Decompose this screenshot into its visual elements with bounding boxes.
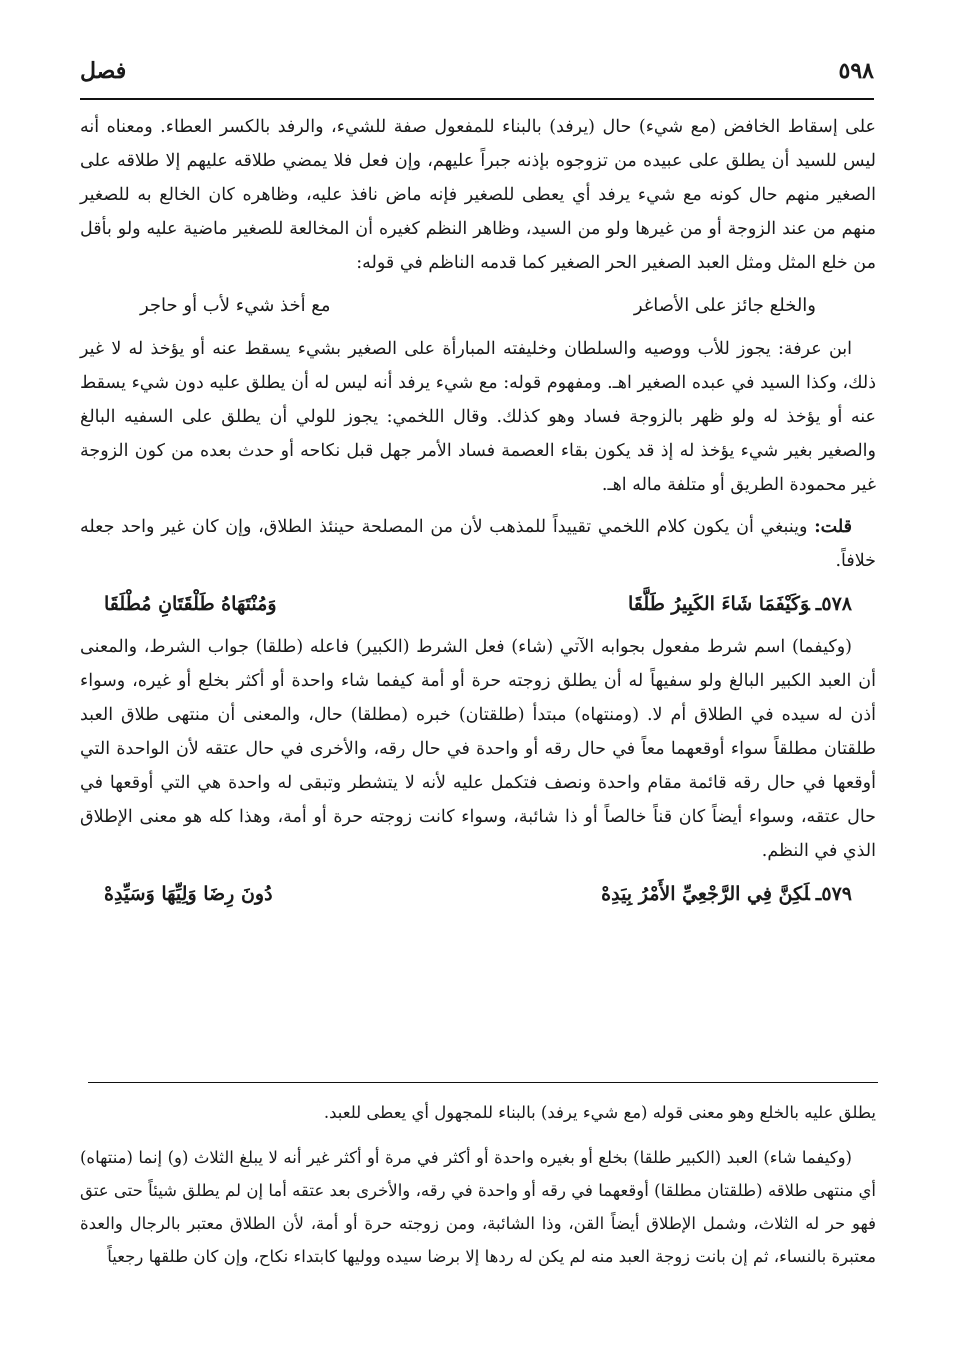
paragraph-3 — [80, 510, 876, 578]
footnote-rule — [88, 1082, 878, 1083]
verse-578-number: ٥٧٨ـ — [815, 593, 852, 615]
page-header — [80, 52, 874, 92]
verse-578-first-hemistich — [628, 584, 852, 624]
verse-578-right-text: وَكَيْفَمَا شَاءَ الكَبِيرُ طَلَّقَا — [628, 593, 810, 615]
page-number: ٥٩٨ — [838, 58, 874, 84]
quoted-verse — [80, 286, 876, 326]
quoted-verse-second-hemistich: مع أخذ شيء لأب أو حاجر — [140, 295, 331, 316]
header-rule — [80, 98, 874, 100]
footnote-text — [80, 1096, 876, 1273]
paragraph-1: على إسقاط الخافض (مع شيء) حال (يرفد) بالبناء للمفعول صفة للشيء، والرفد بالكسر العطاء. ومعناه أنه ليس للسيد أن يطلق على عبيده من تزوجوه بإذنه جبراً عليهم، وإن فعل فلا يمضي طلاقه عليهم إلا طلاقه على الصغير منهم حال كونه مع شيء يرفد أي يعطى للصغير فإنه ماض نافذ عليه، وظاهره كان الخالع به للصغير منهم من عند الزوجة أو من غيرها ولو من السيد، وظاهر النظم كغيره أن المخالعة للصغير ماضية عليه ولو بأقل من خلع المثل ومثل العبد الصغير الحر الصغير كما قدمه الناظم في قوله: — [80, 117, 876, 273]
section-title: فصل — [80, 58, 127, 84]
verse-579-right-text: لَكِنَّ فِي الرَّجْعِيِّ الأَمْرُ بِيَدِهْ — [601, 883, 810, 905]
verse-579-number: ٥٧٩ـ — [815, 883, 852, 905]
verse-579 — [80, 874, 876, 914]
paragraph-4: (وكيفما) اسم شرط مفعول بجوابه الآتي (شاء) فعل الشرط (الكبير) فاعله (طلقا) جواب الشرط، والمعنى أن العبد الكبير البالغ ولو سفيهاً له أن يطلق زوجته حرة أو أمة كيفما شاء واحدة أو أكثر بخلع أو غيره، وسواء أذن له سيده في الطلاق أم لا. (ومنتهاه) مبتدأ (طلقتان) خبره (مطلقا) حال، والمعنى أن منتهى طلاق العبد طلقتان مطلقاً سواء أوقعهما معاً في حال رقه أو واحدة في حال رقه، والأخرى في حال عتقه لأن الواحدة التي أوقعها في حال رقه قائمة مقام واحدة ونصف فتكمل عليه لأنه لا يتشطر وتبقى له واحدة هي التي أوقعها في حال عتقه، وسواء أيضاً كان قناً خالصاً أو ذا شائبة، وسواء كانت زوجته حرة أو أمة، وهذا كله هو معنى الإطلاق الذي في النظم. — [80, 637, 876, 861]
verse-578-second-hemistich: وَمُنْتَهَاهُ طَلْقَتَانِ مُطْلَقَا — [104, 593, 277, 615]
footnote-paragraph-1: يطلق عليه بالخلع وهو معنى قوله (مع شيء يرفد) بالبناء للمجهول أي يعطى للعبد. — [323, 1103, 876, 1122]
paragraph-3-text: وينبغي أن يكون كلام اللخمي تقييداً للمذهب لأن من المصلحة حينئذ الطلاق، وإن كان غير واحد جعله خلافاً. — [80, 517, 876, 571]
main-text — [80, 110, 876, 920]
quoted-verse-first-hemistich: والخلع جائز على الأصاغر — [633, 295, 816, 316]
footnote-paragraph-2: (وكيفما شاء) العبد (الكبير طلقا) بخلع أو بغيره واحدة أو أكثر في مرة أو أكثر غير أنه لا يبلغ الثلاث (و) إنما (منتهاه) أي منتهى طلاقه (طلقتان مطلقا) أوقعهما في رقه أو واحدة في رقه، والأخرى بعد عتقه أما إن لم يطلق شيئاً حتى عتق فهو حر له الثلاث، وشمل الإطلاق أيضاً القن، وذا الشائبة، ومن زوجته حرة أو أمة، لأن الطلاق معتبر بالرجال والعدة معتبرة بالنساء، ثم إن بانت زوجة العبد منه لم يكن له ردها إلا برضا سيده ووليها كابتداء نكاح، وإن كان طلقها رجعياً — [80, 1148, 876, 1266]
verse-579-second-hemistich: دُونَ رِضَا وَلِيِّهَا وَسَيِّدِهْ — [104, 883, 273, 905]
paragraph-3-label: قلت: — [814, 517, 852, 537]
verse-578 — [80, 584, 876, 624]
paragraph-2: ابن عرفة: يجوز للأب ووصيه والسلطان وخليفته المبارأة على الصغير بشيء يسقط عنه أو يؤخذ له لا غير ذلك، وكذا السيد في عبده الصغير اهـ. ومفهوم قوله: مع شيء يرفد أنه ليس له أن يطلق عليه دون شيء يسقط عنه أو يؤخذ له ولو ظهر بالزوجة فساد وهو كذلك. وقال اللخمي: يجوز للولي أن يطلق على السفيه البالغ والصغير بغير شيء يؤخذ له إذ قد يكون بقاء العصمة فساد الأمر جهل قبل نكاحه أو حدث بعده من كون الزوجة غير محمودة الطريق أو متلفة ماله اهـ. — [80, 339, 876, 495]
verse-579-first-hemistich — [601, 874, 852, 914]
